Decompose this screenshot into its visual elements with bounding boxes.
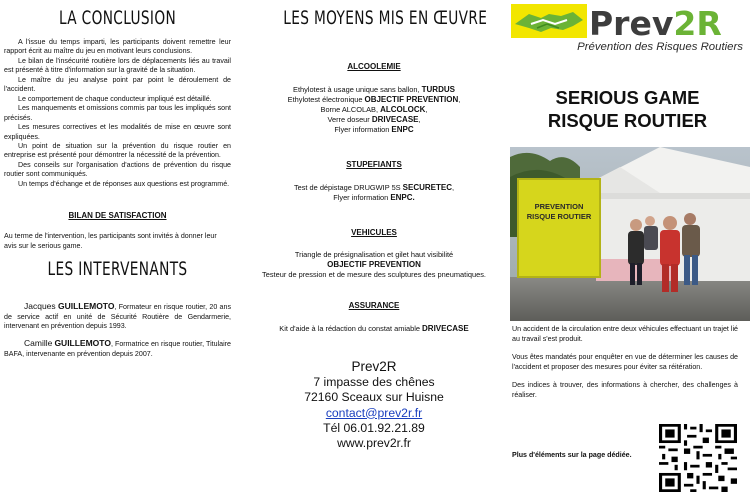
logo-tagline: Prévention des Risques Routiers (577, 41, 743, 53)
means-line: Testeur de pression et de mesure des sculptures des pneumatiques. (262, 270, 486, 280)
cover-description (512, 325, 738, 400)
cover-title (505, 86, 750, 132)
conclusion-paragraph: Des conseils sur l'organisation d'actions de prévention du risque routier sont communiqués. (4, 160, 231, 179)
means-line: Flyer information ENPC (334, 125, 414, 135)
prev2r-logo (511, 2, 743, 56)
means-line: Borne ALCOLAB, ALCOLOCK, (320, 105, 428, 115)
contact-address-line: 72160 Sceaux sur Huisne (304, 390, 444, 405)
means-list (248, 62, 500, 334)
description-paragraph: Des indices à trouver, des informations à chercher, des challenges à réaliser. (512, 381, 738, 399)
alcoolemie-items (248, 85, 500, 135)
banner-text: RISQUE ROUTIER (526, 212, 592, 221)
conclusion-paragraph: Le maître du jeu analyse point par point le déroulement de l'accident. (4, 75, 231, 94)
intervenant-last-name: GUILLEMOTO (54, 338, 111, 349)
conclusion-paragraph: Un temps d'échange et de réponses aux questions est programmé. (18, 179, 230, 188)
assurance-items (248, 324, 500, 334)
conclusion-paragraph: Le bilan de l'insécurité routière lors de déplacements liés au travail est présenté à titre d'information sur la gravité de la situation. (4, 56, 231, 75)
means-line: Kit d'aide à la rédaction du constat amiable DRIVECASE (279, 324, 469, 334)
intervenant-description: , Formateur en risque routier, 20 ans de service actif en unité de Sécurité Routière de Gendarmerie, intervenant en prévention depuis 1993. (4, 303, 231, 331)
means-line: Triangle de présignalisation et gilet haut visibilité (294, 249, 454, 259)
contact-phone: Tél 06.01.92.21.89 (323, 421, 425, 436)
means-line: Test de dépistage DRUGWIP 5S SECURETEC, (293, 182, 455, 192)
contact-website[interactable]: www.prev2r.fr (337, 436, 411, 451)
assurance-heading: ASSURANCE (348, 301, 400, 311)
handshake-logo-icon (511, 2, 587, 42)
contact-block (248, 359, 500, 451)
moyens-title: LES MOYENS MIS EN ŒUVRE (283, 7, 488, 29)
intervenant-first-name: Jacques (24, 301, 56, 312)
conclusion-body (4, 38, 231, 189)
description-paragraph: Vous êtes mandatés pour enquêter en vue de déterminer les causes de l'accident et proposer des mesures pour éviter sa réitération. (512, 353, 738, 371)
vehicules-items (248, 250, 500, 280)
middle-panel (248, 0, 500, 498)
left-panel (0, 0, 245, 498)
description-paragraph: Un accident de la circulation entre deux véhicules effectuant un trajet lié au travail s'est produit. (512, 325, 738, 343)
contact-email-link[interactable]: contact@prev2r.fr (325, 405, 423, 420)
cover-title-line: SERIOUS GAME (555, 87, 700, 108)
conclusion-title: LA CONCLUSION (58, 7, 177, 29)
bilan-text: Au terme de l'intervention, les participants sont invités à donner leur avis sur le serious game. (4, 232, 217, 250)
means-line: Ethylotest à usage unique sans ballon, TURDUS (293, 85, 455, 95)
conclusion-paragraph: A l'issue du temps imparti, les participants doivent remettre leur rapport écrit au maître du jeu en motivant leurs conclusions. (4, 38, 231, 56)
intervenant-description: , Formatrice en risque routier, Titulaire BAFA, intervenante en prévention depuis 2007. (4, 340, 231, 358)
means-line: Verre doseur DRIVECASE, (327, 115, 421, 125)
qr-code-icon[interactable] (659, 424, 737, 492)
cover-title-line: RISQUE ROUTIER (547, 110, 708, 131)
people-group (628, 213, 700, 292)
contact-name: Prev2R (351, 359, 397, 375)
means-line: Ethylotest électronique OBJECTIF PREVENTION, (287, 95, 461, 105)
conclusion-paragraph: Les manquements et omissions commis par tous les impliqués sont précisés. (4, 104, 231, 122)
intervenant-bio (4, 339, 231, 359)
banner-text: PREVENTION (534, 202, 584, 211)
event-photo (510, 147, 750, 321)
conclusion-paragraph: Le comportement de chaque conducteur impliqué est détaillé. (18, 94, 212, 103)
intervenants-title: LES INTERVENANTS (47, 258, 188, 281)
event-photo-illustration (510, 147, 750, 321)
alcoolemie-heading: ALCOOLEMIE (347, 62, 401, 71)
intervenant-last-name: GUILLEMOTO (57, 301, 115, 312)
stupefiants-items (248, 183, 500, 203)
intervenant-first-name: Camille (24, 338, 53, 349)
contact-address-line: 7 impasse des chênes (313, 374, 435, 389)
vehicules-heading: VEHICULES (351, 227, 397, 237)
conclusion-paragraph: Un point de situation sur la prévention du risque routier en entreprise est présenté pour démontrer la nécessité de la prévention. (4, 141, 231, 160)
logo-wordmark: Prev2R (589, 4, 722, 43)
stupefiants-heading: STUPEFIANTS (346, 159, 402, 169)
means-line: OBJECTIF PREVENTION (327, 260, 421, 270)
bilan-title: BILAN DE SATISFACTION (68, 211, 167, 221)
intervenant-bio (4, 302, 231, 331)
conclusion-paragraph: Les mesures correctives et les modalités de mise en œuvre sont expliquées. (4, 123, 231, 141)
means-line: Flyer information ENPC. (333, 192, 415, 202)
cover-panel (505, 0, 750, 498)
more-info-text: Plus d'éléments sur la page dédiée. (512, 451, 632, 459)
